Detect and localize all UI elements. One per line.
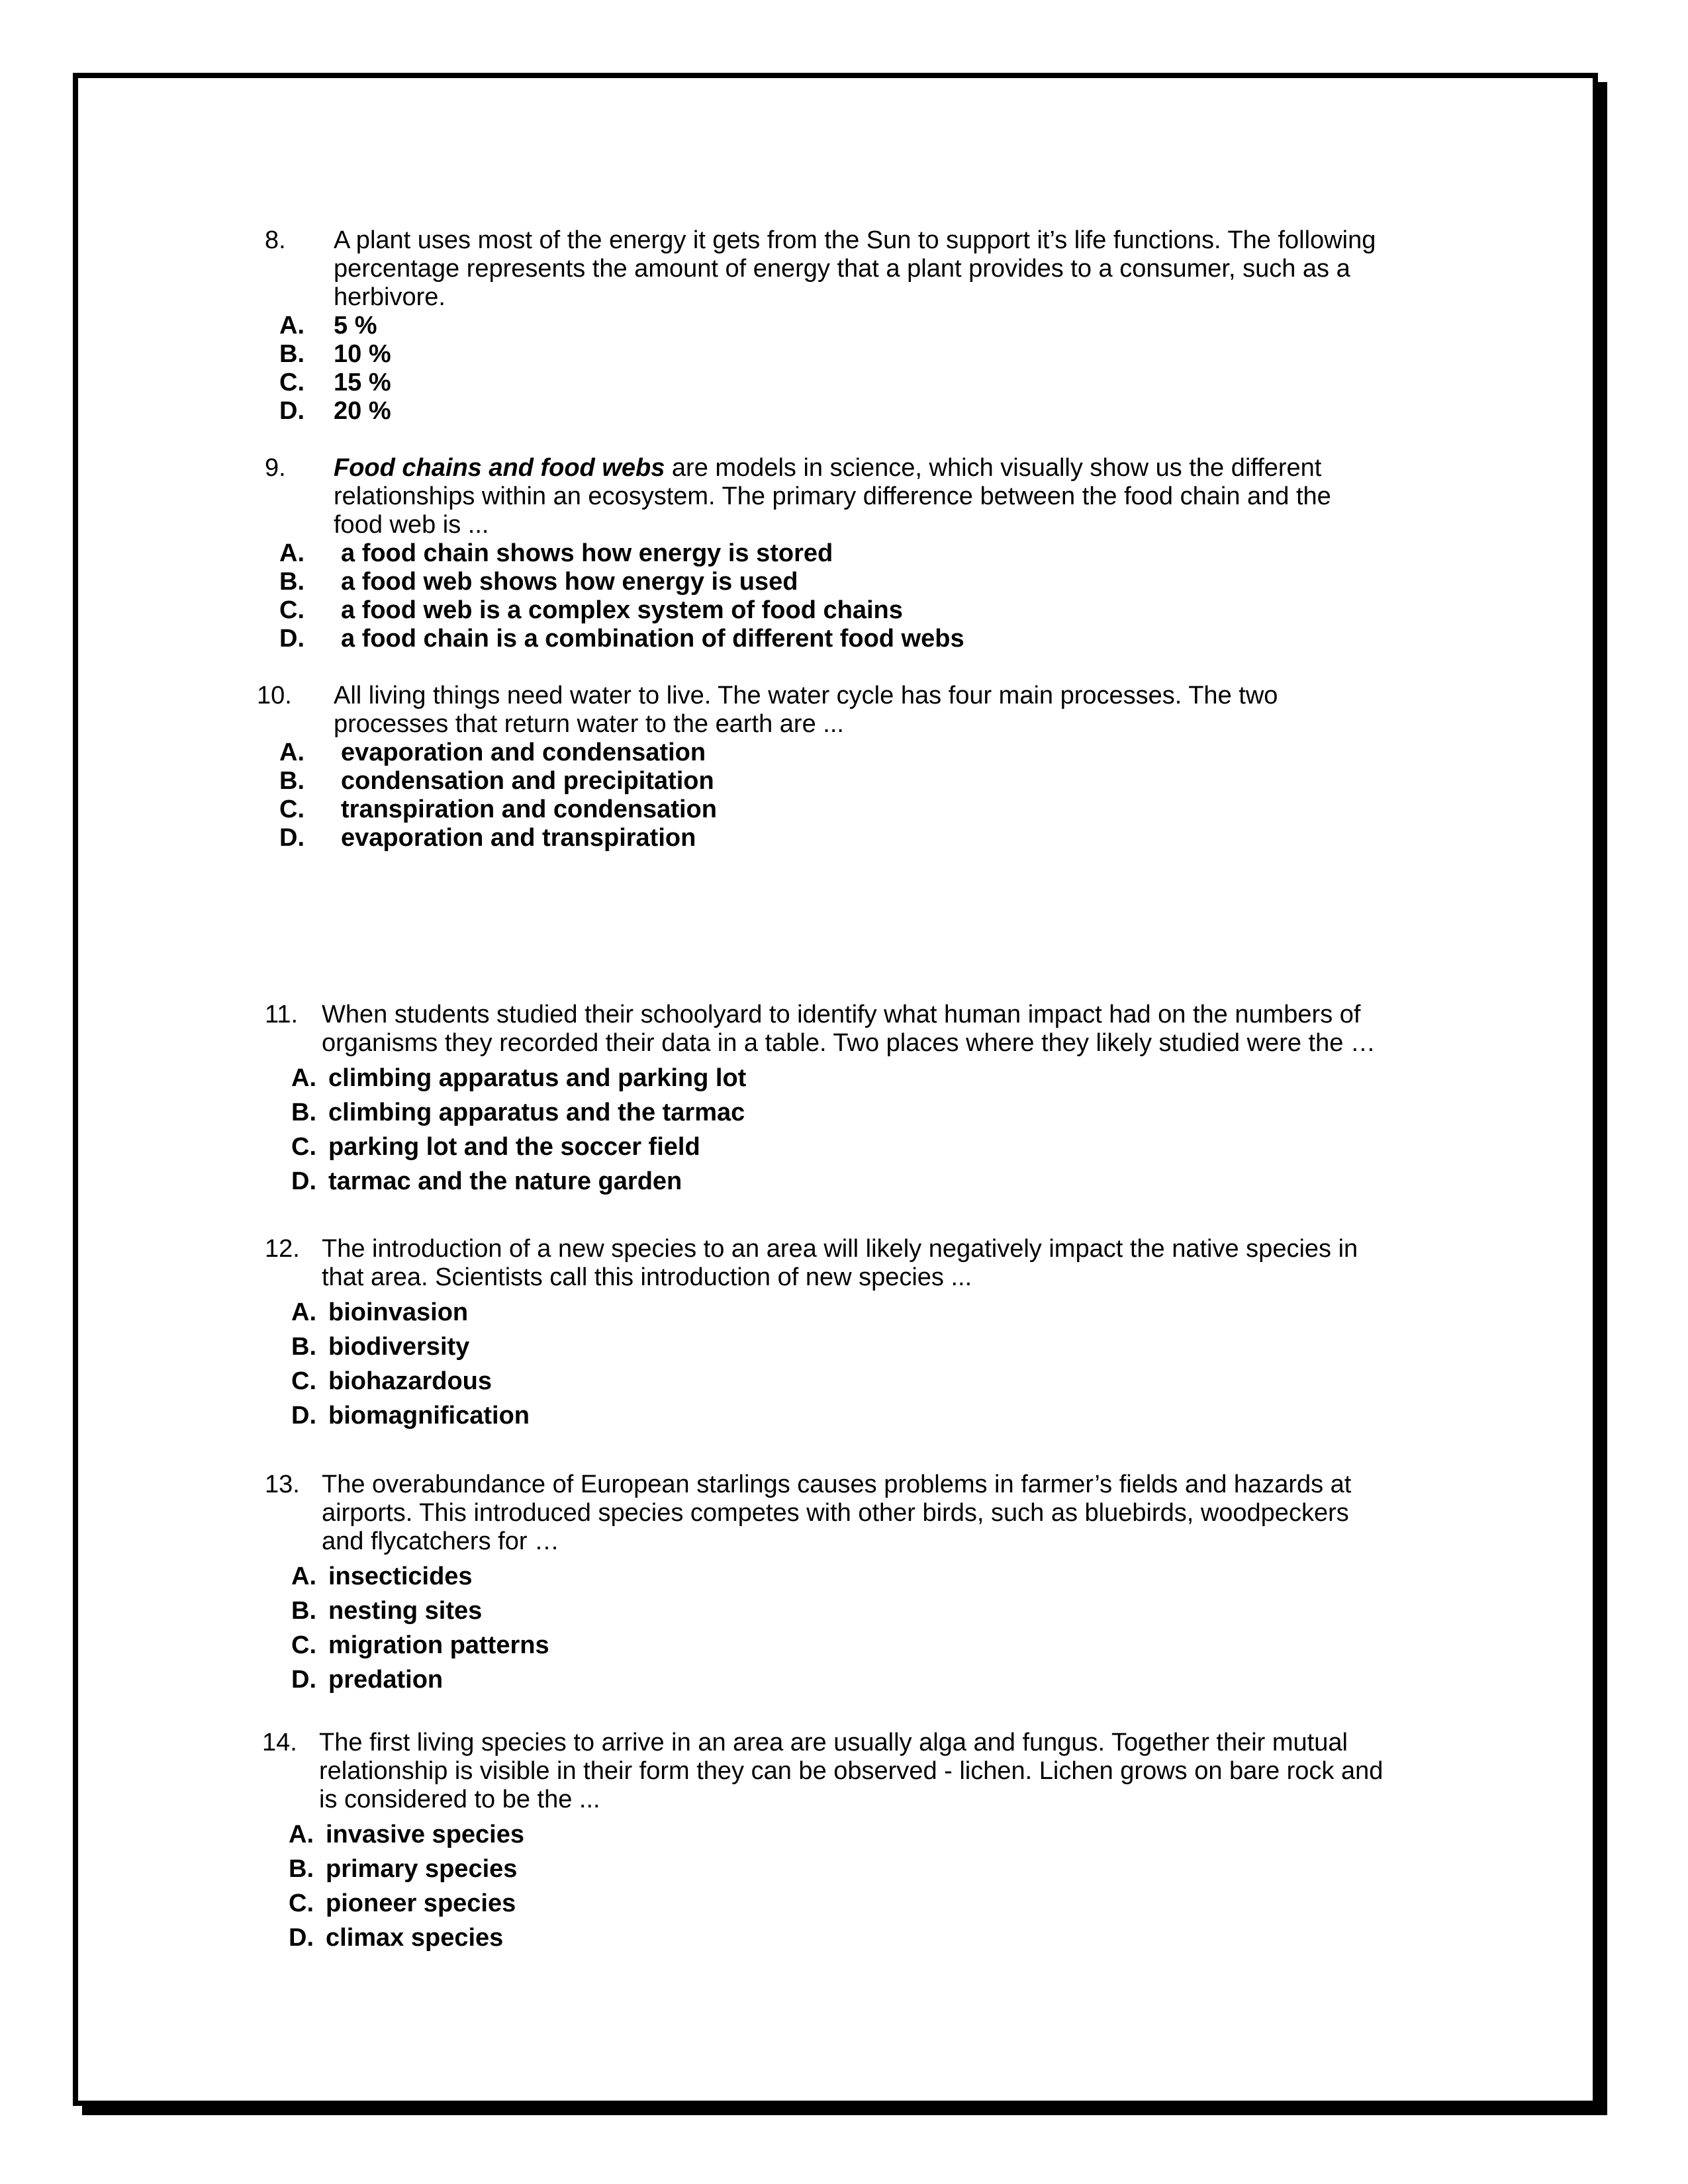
option-text: parking lot and the soccer field — [328, 1133, 700, 1161]
option-letter: D. — [291, 1402, 316, 1430]
question-stem: All living things need water to live. The water cycle has four main processes. The two processes that return water to the earth are ... — [334, 682, 1278, 738]
option-letter: B. — [289, 1855, 314, 1883]
option-text: a food chain shows how energy is stored — [341, 539, 833, 567]
option-letter: D. — [291, 1167, 316, 1195]
option-text: climbing apparatus and the tarmac — [328, 1099, 745, 1126]
option-text: migration patterns — [328, 1631, 549, 1659]
option-text: 5 % — [334, 312, 377, 340]
option-text: evaporation and transpiration — [341, 824, 696, 852]
option-letter: D. — [289, 1924, 314, 1952]
option-text: insecticides — [328, 1563, 473, 1590]
stem-text: are models in science, which visually show us the different relationships within an ecosystem. The primary difference between the food chain and the food web is ... — [334, 454, 1331, 539]
stem-emphasis: Food chains and food webs — [334, 454, 665, 482]
option-text: transpiration and condensation — [341, 796, 717, 823]
option-text: pioneer species — [326, 1889, 516, 1917]
option-letter: A. — [291, 1298, 316, 1326]
option-letter: C. — [279, 796, 305, 823]
option-letter: C. — [279, 596, 305, 624]
option-text: biomagnification — [328, 1402, 530, 1430]
option-text: a food web shows how energy is used — [341, 568, 798, 596]
option-letter: C. — [279, 369, 305, 396]
option-letter: B. — [291, 1333, 316, 1361]
question-stem: The first living species to arrive in an area are usually alga and fungus. Together their mutual relationship is visible in their form they can be observed - lichen. Lichen grows on bare rock and is considered to be the ... — [319, 1729, 1383, 1813]
option-letter: A. — [279, 539, 305, 567]
question-number: 9. — [265, 454, 286, 482]
question-11 — [265, 1001, 1390, 1199]
option-letter: A. — [279, 312, 305, 340]
option-text: climbing apparatus and parking lot — [328, 1064, 747, 1092]
option-letter: B. — [279, 340, 305, 368]
question-stem — [334, 454, 1386, 539]
option-letter: C. — [289, 1889, 314, 1917]
question-stem: A plant uses most of the energy it gets from the Sun to support it’s life functions. The following percentage represents the amount of energy that a plant provides to a consumer, such as a herbivore. — [334, 226, 1376, 311]
question-number: 14. — [262, 1729, 297, 1756]
question-14 — [262, 1729, 1390, 1954]
option-text: tarmac and the nature garden — [328, 1167, 682, 1195]
option-text: 10 % — [334, 340, 391, 368]
question-stem: When students studied their schoolyard to identify what human impact had on the numbers of organisms they recorded their data in a table. Two places where they likely studied were the … — [322, 1001, 1376, 1057]
option-text: nesting sites — [328, 1597, 483, 1625]
option-text: invasive species — [326, 1821, 524, 1848]
option-letter: C. — [291, 1367, 316, 1395]
option-text: 20 % — [334, 397, 391, 425]
option-letter: B. — [291, 1597, 316, 1625]
option-letter: A. — [291, 1563, 316, 1590]
option-text: a food web is a complex system of food chains — [341, 596, 903, 624]
question-10 — [257, 682, 1390, 854]
question-number: 10. — [257, 682, 292, 709]
question-number: 12. — [265, 1235, 300, 1263]
option-letter: D. — [279, 397, 305, 425]
option-text: climax species — [326, 1924, 504, 1952]
option-text: a food chain is a combination of different food webs — [341, 625, 964, 653]
option-text: biodiversity — [328, 1333, 470, 1361]
question-stem: The introduction of a new species to an area will likely negatively impact the native species in that area. Scientists call this introduction of new species ... — [322, 1235, 1358, 1291]
option-text: 15 % — [334, 369, 391, 396]
question-8 — [265, 226, 1390, 425]
option-letter: B. — [279, 568, 305, 596]
option-letter: A. — [289, 1821, 314, 1848]
option-letter: A. — [291, 1064, 316, 1092]
question-13 — [265, 1471, 1390, 1696]
option-letter: B. — [291, 1099, 316, 1126]
option-text: predation — [328, 1666, 444, 1694]
question-number: 13. — [265, 1471, 300, 1498]
question-number: 8. — [265, 226, 286, 254]
option-letter: A. — [279, 739, 305, 766]
option-text: condensation and precipitation — [341, 767, 714, 795]
option-letter: C. — [291, 1631, 316, 1659]
option-letter: D. — [291, 1666, 316, 1694]
question-number: 11. — [265, 1001, 299, 1028]
option-text: evaporation and condensation — [341, 739, 706, 766]
option-letter: C. — [291, 1133, 316, 1161]
question-stem: The overabundance of European starlings causes problems in farmer’s fields and hazards at airports. This introduced species competes with other birds, such as bluebirds, woodpeckers and flycatchers for … — [322, 1471, 1352, 1555]
option-letter: B. — [279, 767, 305, 795]
option-text: bioinvasion — [328, 1298, 469, 1326]
option-text: primary species — [326, 1855, 518, 1883]
option-text: biohazardous — [328, 1367, 492, 1395]
question-9 — [265, 454, 1390, 653]
option-letter: D. — [279, 824, 305, 852]
question-12 — [265, 1235, 1390, 1433]
option-letter: D. — [279, 625, 305, 653]
